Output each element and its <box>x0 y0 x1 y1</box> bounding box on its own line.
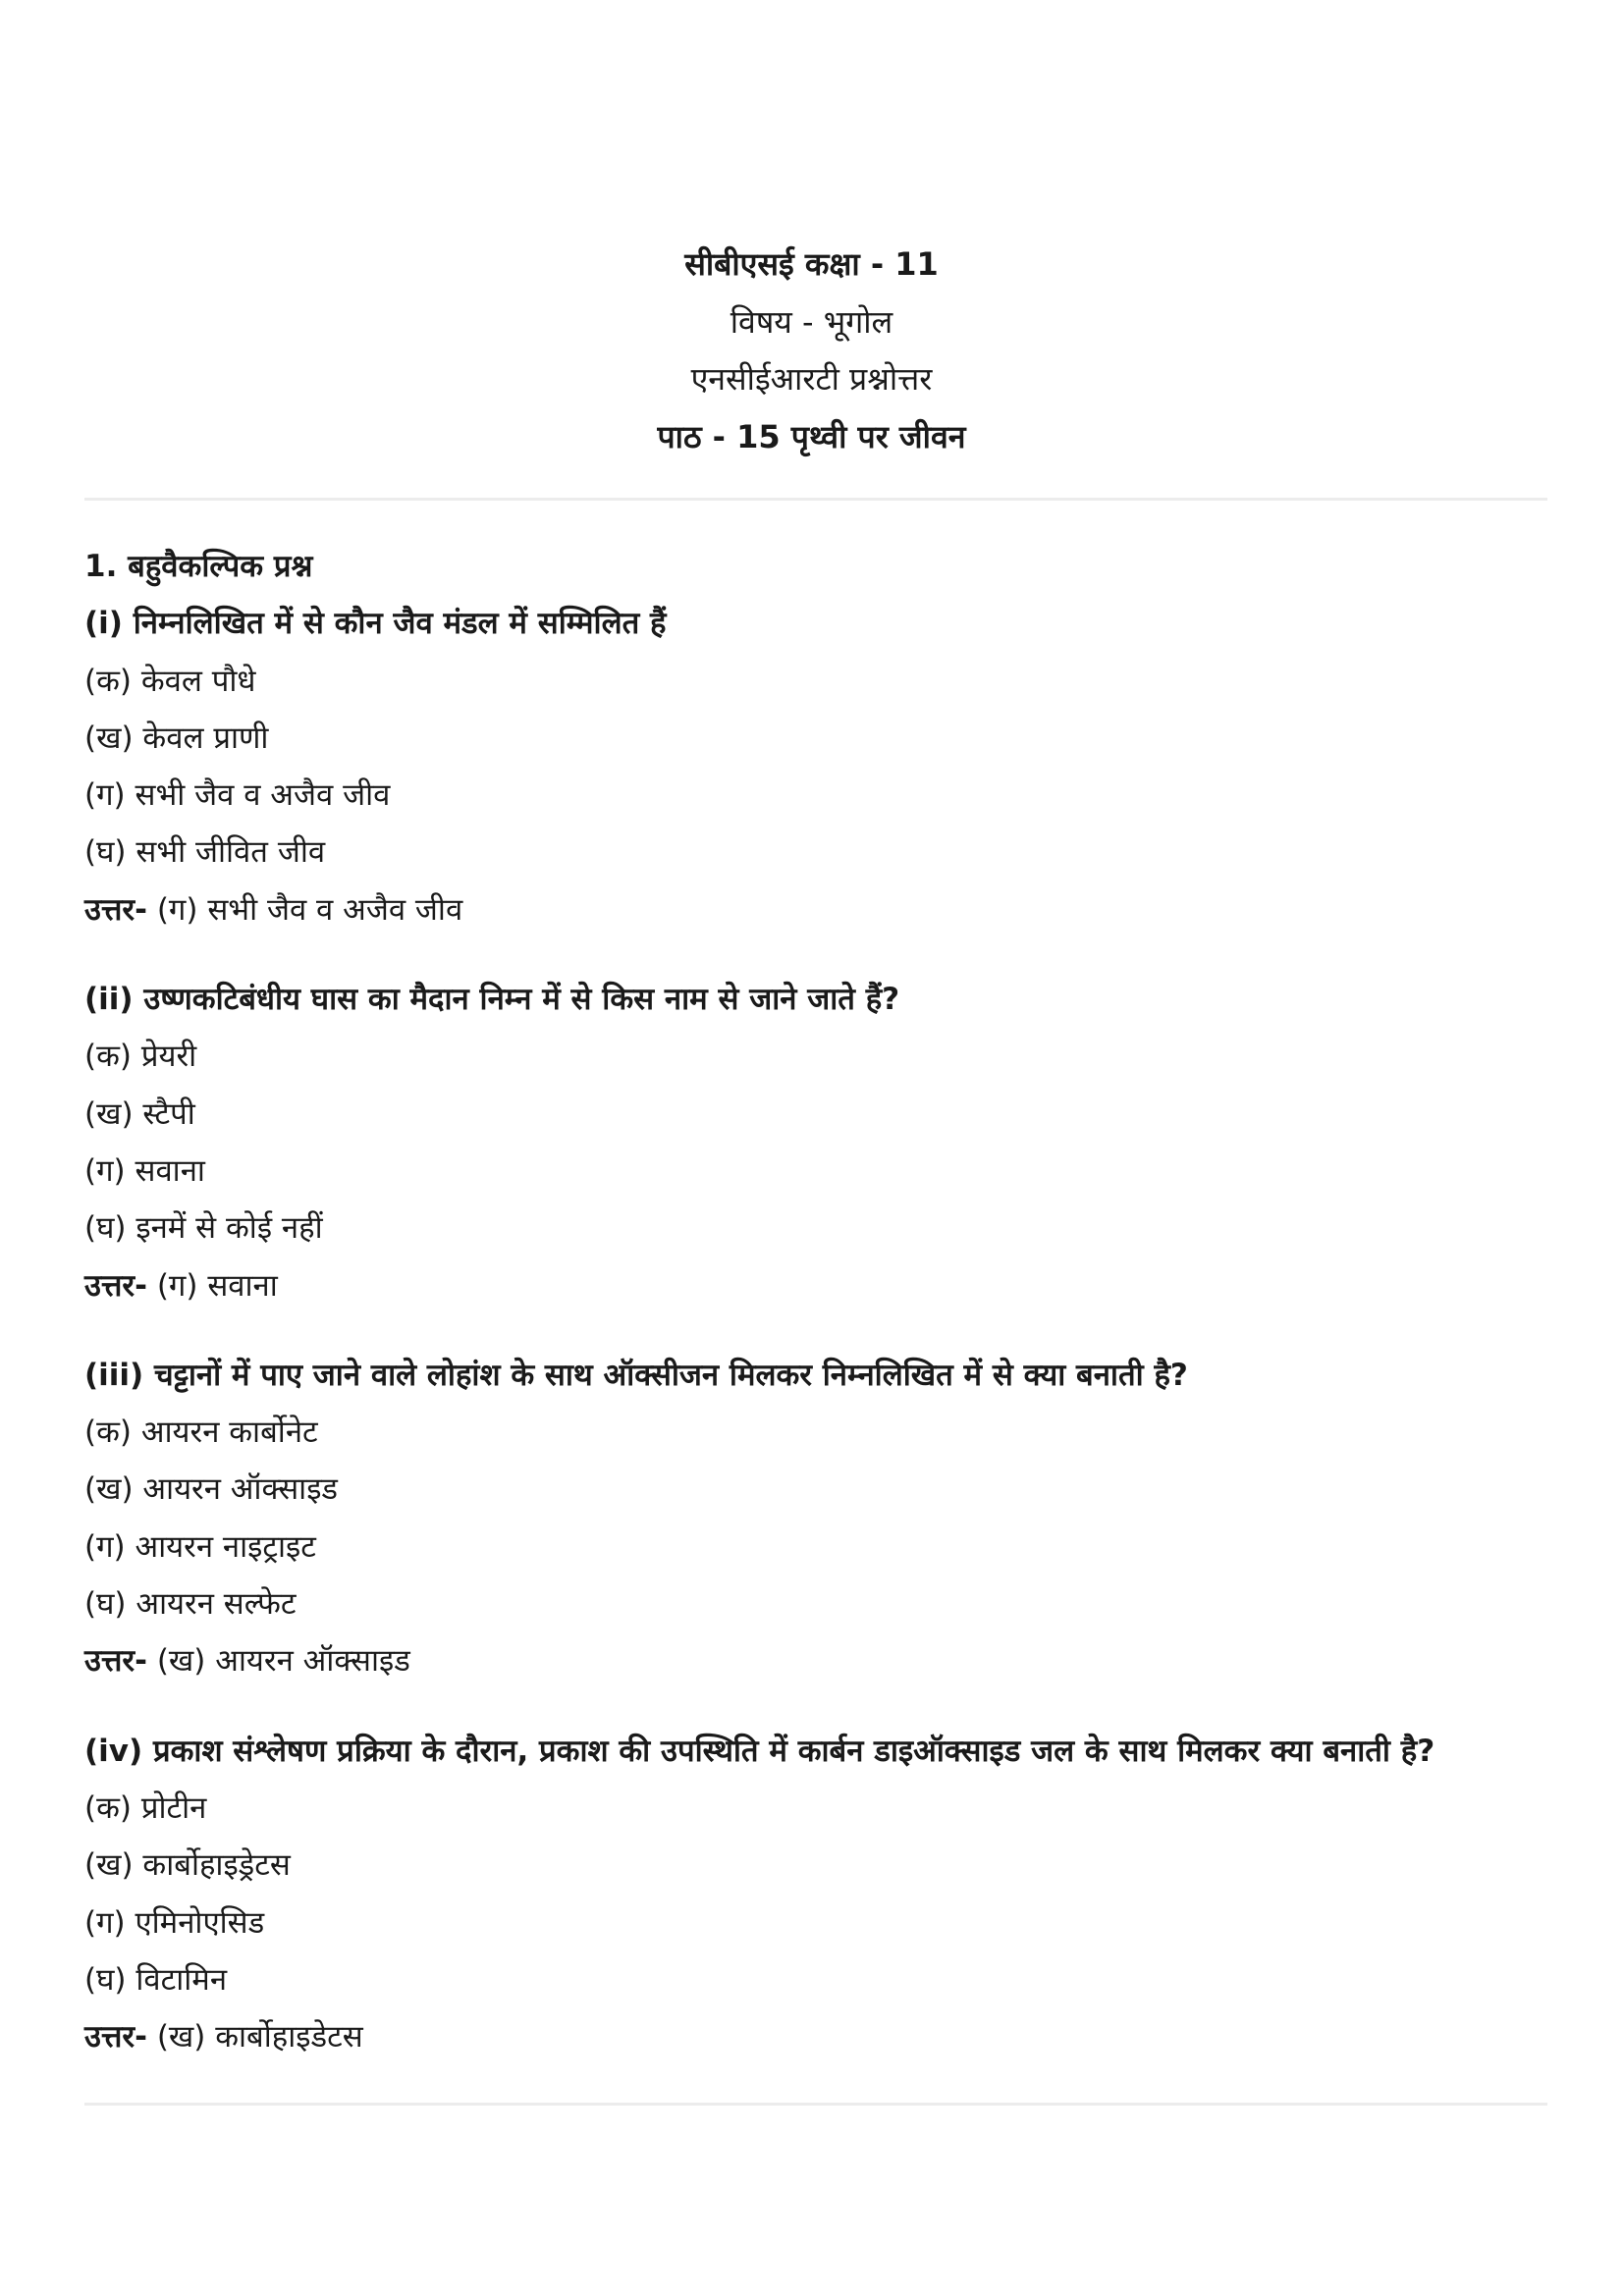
subject-line <box>0 294 1623 351</box>
answer-text: (ग) सवाना <box>146 1267 278 1304</box>
option-a: (क) प्रोटीन <box>84 1789 207 1826</box>
questions-content <box>84 538 1567 2065</box>
answer-text: (ख) आयरन ऑक्साइड <box>146 1643 410 1680</box>
question-block-3 <box>84 1347 1567 1690</box>
option-d: (घ) आयरन सल्फेट <box>84 1586 297 1623</box>
option-b: (ख) आयरन ऑक्साइड <box>84 1471 339 1508</box>
answer-line <box>84 1632 1567 1689</box>
answer-label: उत्तर- <box>84 891 147 928</box>
option-a: (क) आयरन कार्बोनेट <box>84 1415 318 1451</box>
answer-line <box>84 2008 1567 2065</box>
option-c: (ग) सवाना <box>84 1152 205 1189</box>
option-b: (ख) स्टैपी <box>84 1095 195 1132</box>
answer-line <box>84 881 1567 938</box>
document-type: एनसीईआरटी प्रश्नोत्तर <box>690 360 933 398</box>
question-text: (iii) चट्टानों में पाए जाने वाले लोहांश के साथ ऑक्सीजन मिलकर निम्नलिखित में से क्या बनाती है? <box>84 1357 1188 1393</box>
option-d: (घ) सभी जीवित जीव <box>84 834 326 871</box>
answer-label: उत्तर- <box>84 1267 147 1304</box>
answer-label: उत्तर- <box>84 2019 147 2056</box>
option-d: (घ) इनमें से कोई नहीं <box>84 1210 323 1247</box>
document-header <box>0 236 1623 465</box>
option-a: (क) केवल पौधे <box>84 663 256 699</box>
option-c: (ग) आयरन नाइट्राइट <box>84 1528 316 1565</box>
option-d: (घ) विटामिन <box>84 1961 228 1998</box>
question-block-4 <box>84 1723 1567 2066</box>
option-c: (ग) एमिनोएसिड <box>84 1904 265 1941</box>
chapter-title: पाठ - 15 पृथ्वी पर जीवन <box>657 417 966 455</box>
class-title: सीबीएसई कक्षा - 11 <box>684 245 939 283</box>
answer-text: (ग) सभी जैव व अजैव जीव <box>146 891 463 928</box>
option-a: (क) प्रेयरी <box>84 1039 197 1075</box>
question-block-2 <box>84 971 1567 1314</box>
option-c: (ग) सभी जैव व अजैव जीव <box>84 777 391 814</box>
section-title: 1. बहुवैकल्पिक प्रश्न <box>84 549 313 584</box>
question-text: (i) निम्नलिखित में से कौन जैव मंडल में सम्मिलित हैं <box>84 606 667 642</box>
answer-line <box>84 1257 1567 1314</box>
question-block-1 <box>84 595 1567 938</box>
top-divider <box>84 498 1547 501</box>
answer-label: उत्तर- <box>84 1643 147 1680</box>
subject-title: विषय - भूगोल <box>730 302 893 341</box>
question-text: (iv) प्रकाश संश्लेषण प्रक्रिया के दौरान, प्रकाश की उपस्थिति में कार्बन डाइऑक्साइड जल के साथ मिलकर क्या बनाती है? <box>84 1733 1435 1769</box>
bottom-divider <box>84 2103 1547 2106</box>
answer-text: (ख) कार्बोहाइडेटस <box>146 2019 363 2056</box>
option-b: (ख) कार्बोहाइड्रेटस <box>84 1847 291 1884</box>
option-b: (ख) केवल प्राणी <box>84 720 269 756</box>
question-text: (ii) उष्णकटिबंधीय घास का मैदान निम्न में से किस नाम से जाने जाते हैं? <box>84 982 900 1018</box>
